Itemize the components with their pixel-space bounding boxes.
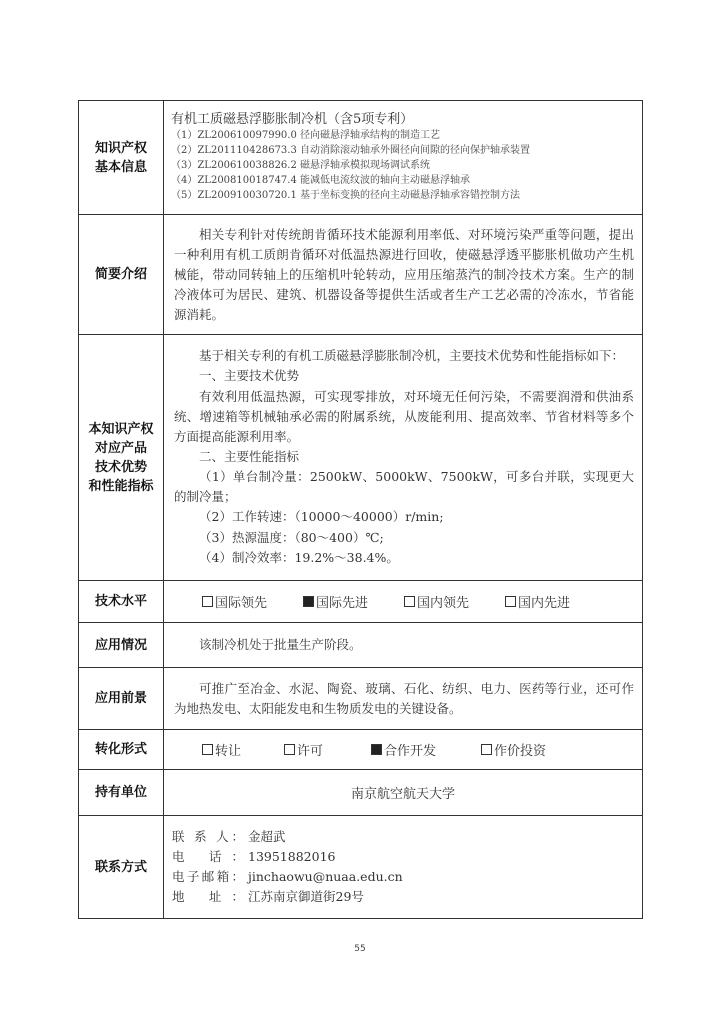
level-label: 技术水平 [79,581,164,623]
intro-text: 相关专利针对传统朗肯循环技术能源利用率低、对环境污染严重等问题，提出一种利用有机工质朗肯循环对低温热源进行回收，使磁悬浮透平膨胀机做功产生机械能，带动同转轴上的压缩机叶轮转动，应用压缩蒸汽的制冷技术方案。生产的制冷液体可为居民、建筑、机器设备等提供生活或者生产工艺必需的冷冻水，节省能源消耗。 [174,226,634,322]
spec-item: （1）单台制冷量：2500kW、5000kW、7500kW，可多台并联，实现更大的制冷量； [174,469,634,505]
contact-phone-key: 电 话： [172,849,244,864]
advantage-intro: 基于相关专利的有机工质磁悬浮膨胀制冷机，主要技术优势和性能指标如下： [199,348,625,364]
application-text: 该制冷机处于批量生产阶段。 [199,637,362,652]
contact-person [172,827,634,847]
transfer-option[interactable] [202,740,284,759]
advantage-label [79,335,164,581]
prospect-text: 可推广至冶金、水泥、陶瓷、玻璃、石化、纺织、电力、医药等行业，还可作为地热发电、太阳能发电和生物质发电的关键设备。 [174,680,634,716]
patent-item: （2）ZL201110428673.3 自动消除滚动轴承外圈径向间隙的径向保护轴承装置 [171,145,531,156]
info-table [78,100,643,919]
ip-label [79,101,164,215]
level-option[interactable] [404,592,505,611]
patent-item: （1）ZL200610097990.0 径向磁悬浮轴承结构的制造工艺 [171,130,441,141]
contact-person-value: 金超武 [248,829,286,844]
advantage-label-line2: 对应产品 [94,440,147,456]
application-value [164,623,643,668]
ip-row [79,101,643,215]
level-option-label: 国内领先 [417,596,470,611]
level-options [202,592,634,611]
patent-item: （4）ZL200810018747.4 能减低电流纹波的轴向主动磁悬浮轴承 [171,175,471,186]
page-number: 55 [354,944,366,954]
checkbox-checked-icon [303,596,314,607]
holder-row [79,770,643,816]
ip-value [164,101,643,215]
contact-person-key: 联 系 人： [172,829,244,844]
holder-label: 持有单位 [79,770,164,816]
spec-item: （2）工作转速：（10000～40000）r/min; [199,509,444,525]
contact-label: 联系方式 [79,816,164,919]
contact-phone-value: 13951882016 [248,849,336,864]
checkbox-checked-icon [371,744,382,755]
checkbox-icon [202,596,213,607]
contact-row [79,816,643,919]
checkbox-icon [284,744,295,755]
spec-item: （3）热源温度：（80～400）℃; [199,529,384,545]
transfer-option-label: 合作开发 [384,744,437,759]
advantage-heading-1: 一、主要技术优势 [199,368,300,384]
contact-email-key: 电子邮箱： [172,869,244,884]
advantage-value [164,335,643,581]
level-row [79,581,643,623]
intro-value [164,215,643,335]
prospect-row [79,668,643,730]
contact-address [172,887,634,907]
level-option[interactable] [303,592,404,611]
level-option[interactable] [202,592,303,611]
application-label: 应用情况 [79,623,164,668]
level-option-label: 国内先进 [518,596,571,611]
advantage-heading-2: 二、主要性能指标 [199,448,300,464]
transfer-value [164,730,643,770]
patent-item: （3）ZL200610038826.2 磁悬浮轴承模拟现场调试系统 [171,160,431,171]
intro-row [79,215,643,335]
transfer-option-label: 转让 [215,744,242,759]
level-value [164,581,643,623]
transfer-option[interactable] [481,740,546,759]
contact-email [172,867,634,887]
intro-label: 简要介绍 [79,215,164,335]
checkbox-icon [505,596,516,607]
advantage-row [79,335,643,581]
contact-address-key: 地 址： [172,889,244,904]
ip-title: 有机工质磁悬浮膨胀制冷机（含5项专利） [171,112,414,127]
spec-item: （4）制冷效率：19.2%～38.4%。 [199,550,399,566]
transfer-option[interactable] [284,740,371,759]
transfer-label: 转化形式 [79,730,164,770]
level-option[interactable] [505,592,570,611]
contact-phone [172,847,634,867]
patent-item: （5）ZL200910030720.1 基于坐标变换的径向主动磁悬浮轴承容错控制方法 [171,190,521,201]
application-row [79,623,643,668]
level-option-label: 国际领先 [215,596,268,611]
ip-label-line2: 基本信息 [94,159,147,175]
prospect-value [164,668,643,730]
advantage-label-line1: 本知识产权 [88,421,154,437]
checkbox-icon [202,744,213,755]
advantage-label-line3: 技术优势 [94,459,147,475]
contact-email-value[interactable]: jinchaowu@nuaa.edu.cn [248,869,403,884]
transfer-option-label: 作价投资 [494,744,547,759]
advantage-text: 有效利用低温热源，可实现零排放，对环境无任何污染，不需要润滑和供油系统、增速箱等机械轴承必需的附属系统，从废能利用、提高效率、节省材料等多个方面提高能源利用率。 [174,388,634,444]
contact-address-value: 江苏南京御道街29号 [248,889,364,904]
level-option-label: 国际先进 [316,596,369,611]
contact-value [164,816,643,919]
transfer-row [79,730,643,770]
transfer-options [202,740,634,759]
transfer-option-label: 许可 [297,744,324,759]
prospect-label: 应用前景 [79,668,164,730]
transfer-option[interactable] [371,740,481,759]
advantage-label-line4: 和性能指标 [88,478,154,494]
ip-label-line1: 知识产权 [94,140,147,156]
checkbox-icon [404,596,415,607]
checkbox-icon [481,744,492,755]
holder-value: 南京航空航天大学 [164,770,643,816]
